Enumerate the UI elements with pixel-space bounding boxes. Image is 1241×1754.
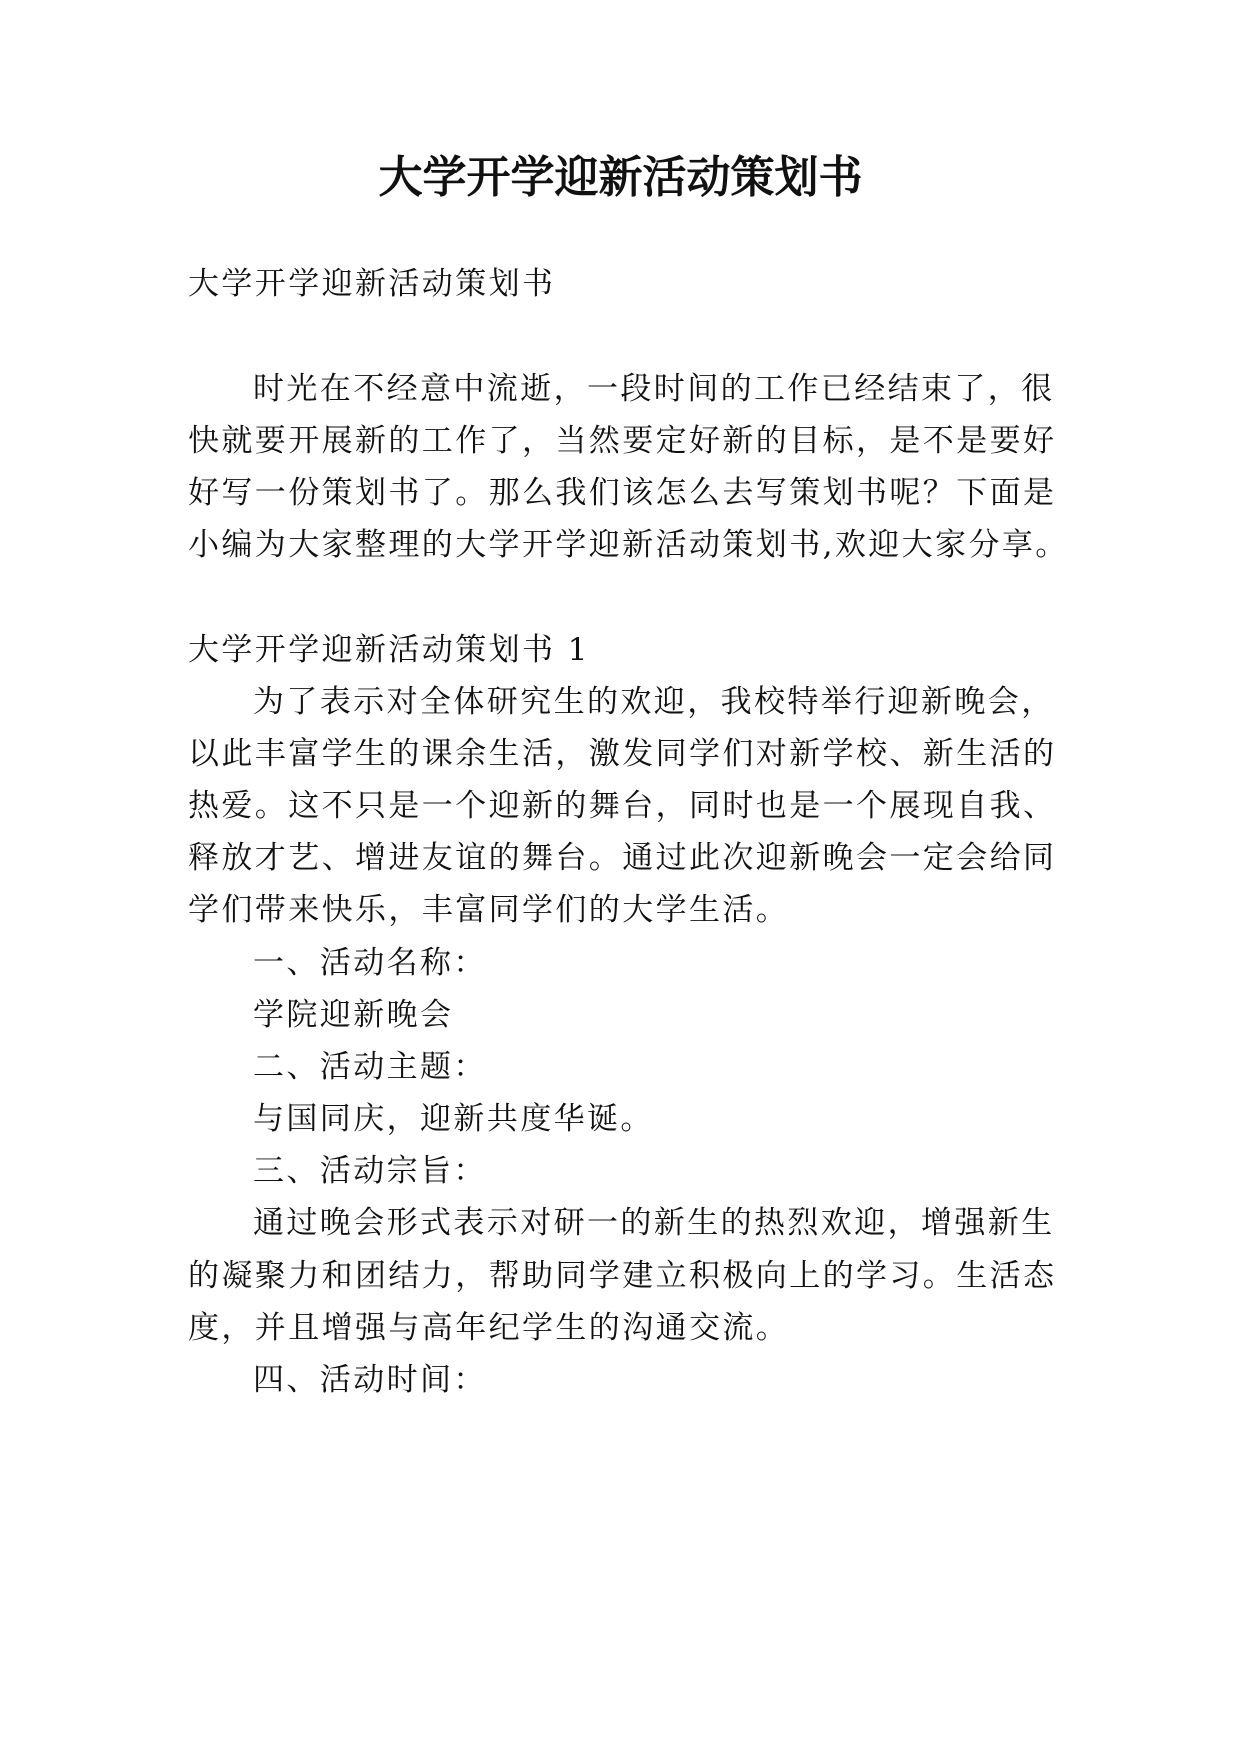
intro-line: 好写一份策划书了。那么我们该怎么去写策划书呢？下面是 [188, 475, 1057, 511]
section-para-line: 学们带来快乐，丰富同学们的大学生活。 [188, 892, 790, 928]
item-purpose-line: 通过晚会形式表示对研一的新生的热烈欢迎，增强新生 [253, 1205, 1055, 1241]
intro-line: 快就要开展新的工作了，当然要定好新的目标，是不是要好 [188, 423, 1057, 459]
section-para-line: 热爱。这不只是一个迎新的舞台，同时也是一个展现自我、 [188, 788, 1057, 824]
document-subtitle: 大学开学迎新活动策划书 [188, 266, 556, 302]
item-label-activity-name: 一、活动名称： [253, 945, 487, 981]
item-label-activity-time: 四、活动时间： [253, 1362, 487, 1398]
intro-line: 时光在不经意中流逝，一段时间的工作已经结束了，很 [253, 371, 1055, 407]
section-para-line: 为了表示对全体研究生的欢迎，我校特举行迎新晚会， [253, 684, 1055, 720]
intro-line: 小编为大家整理的大学开学迎新活动策划书,欢迎大家分享。 [188, 527, 1069, 563]
item-purpose-line: 的凝聚力和团结力，帮助同学建立积极向上的学习。生活态 [188, 1258, 1057, 1294]
document-title: 大学开学迎新活动策划书 [378, 152, 863, 203]
item-value-activity-theme: 与国同庆，迎新共度华诞。 [253, 1101, 654, 1137]
section-para-line: 释放才艺、增进友谊的舞台。通过此次迎新晚会一定会给同 [188, 840, 1057, 876]
item-label-activity-theme: 二、活动主题： [253, 1049, 487, 1085]
item-label-activity-purpose: 三、活动宗旨： [253, 1153, 487, 1189]
section-heading: 大学开学迎新活动策划书 1 [188, 632, 590, 668]
item-purpose-line: 度，并且增强与高年纪学生的沟通交流。 [188, 1310, 790, 1346]
section-para-line: 以此丰富学生的课余生活，激发同学们对新学校、新生活的 [188, 736, 1057, 772]
item-value-activity-name: 学院迎新晚会 [253, 997, 454, 1033]
